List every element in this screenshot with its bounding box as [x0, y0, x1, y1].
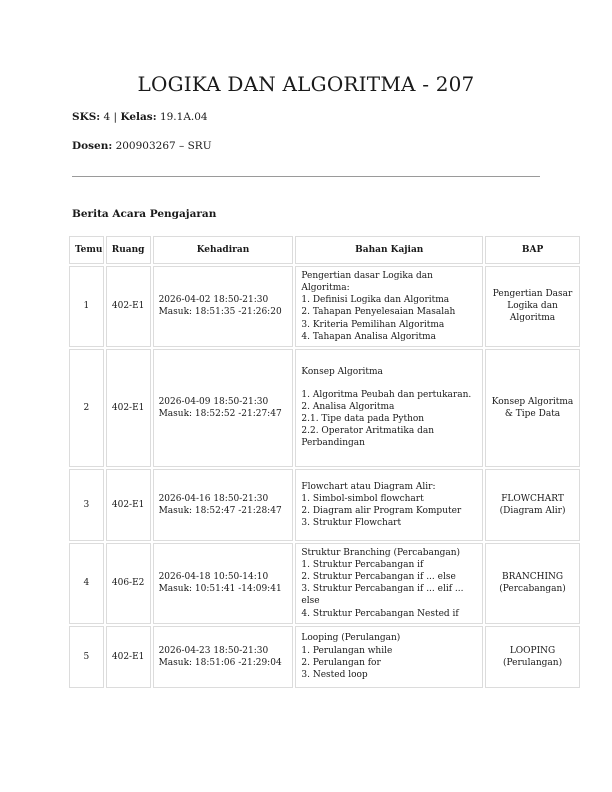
kajian-line: 2. Tahapan Penyelesaian Masalah [301, 307, 456, 318]
bahan-kajian-cell [295, 543, 483, 624]
kelas-label: Kelas: [120, 111, 157, 123]
kajian-line: 2. Perulangan for [301, 657, 381, 668]
kajian-line: 4. Struktur Percabangan Nested if [301, 608, 459, 619]
kajian-line: 1. Perulangan while [301, 645, 393, 656]
kajian-line: 3. Nested loop [301, 669, 368, 680]
bap-cell: LOOPING (Perulangan) [485, 626, 580, 688]
section-title: Berita Acara Pengajaran [72, 208, 217, 220]
bahan-kajian-cell [295, 266, 483, 347]
kehadiran-cell [153, 266, 294, 347]
temu-cell: 5 [69, 626, 104, 688]
horizontal-divider [72, 176, 540, 177]
bahan-kajian-cell [295, 469, 483, 541]
header-bap: BAP [485, 236, 580, 264]
sks-label: SKS: [72, 111, 101, 123]
table-row [69, 469, 580, 541]
kajian-line: 1. Algoritma Peubah dan pertukaran. [301, 389, 472, 400]
header-ruang: Ruang [106, 236, 151, 264]
attendance-text: Masuk: 18:52:47 -21:28:47 [158, 505, 282, 516]
kajian-line: 1. Definisi Logika dan Algoritma [301, 295, 450, 306]
lecturer-meta [72, 140, 212, 152]
kajian-line: 2.2. Operator Aritmatika dan Perbandingan [301, 425, 435, 449]
bap-cell: FLOWCHART (Diagram Alir) [485, 469, 580, 541]
temu-cell: 1 [69, 266, 104, 347]
schedule-text: 2026-04-02 18:50-21:30 [158, 295, 269, 306]
temu-cell: 3 [69, 469, 104, 541]
kajian-line: Flowchart atau Diagram Alir: [301, 481, 436, 492]
schedule-text: 2026-04-16 18:50-21:30 [158, 493, 269, 504]
table-header-row [69, 236, 580, 264]
dosen-value: 200903267 – SRU [115, 140, 212, 152]
kehadiran-cell [153, 626, 294, 688]
table-row [69, 626, 580, 688]
ruang-cell: 402-E1 [106, 266, 151, 347]
page-title: LOGIKA DAN ALGORITMA - 207 [137, 72, 475, 96]
temu-cell: 4 [69, 543, 104, 624]
bahan-kajian-cell [295, 626, 483, 688]
kajian-line: 2. Struktur Percabangan if ... else [301, 572, 456, 583]
kehadiran-cell [153, 469, 294, 541]
schedule-text: 2026-04-18 10:50-14:10 [158, 572, 269, 583]
kajian-line: 2. Diagram alir Program Komputer [301, 505, 462, 516]
table-row [69, 266, 580, 347]
table-row [69, 349, 580, 467]
header-kehadiran: Kehadiran [153, 236, 294, 264]
temu-cell: 2 [69, 349, 104, 467]
kajian-heading: Konsep Algoritma [301, 367, 383, 378]
kajian-line: 3. Struktur Percabangan if ... elif ... else [301, 584, 464, 607]
kehadiran-cell [153, 543, 294, 624]
ruang-cell: 402-E1 [106, 349, 151, 467]
teaching-report-table [67, 234, 582, 690]
attendance-text: Masuk: 10:51:41 -14:09:41 [158, 584, 282, 595]
sks-value: 4 [103, 111, 111, 123]
kajian-line: Looping (Perulangan) [301, 633, 401, 644]
schedule-text: 2026-04-09 18:50-21:30 [158, 396, 269, 407]
kajian-line: 2.1. Tipe data pada Python [301, 413, 425, 424]
header-bahan-kajian: Bahan Kajian [295, 236, 483, 264]
schedule-text: 2026-04-23 18:50-21:30 [158, 645, 269, 656]
attendance-text: Masuk: 18:52:52 -21:27:47 [158, 408, 282, 419]
bap-cell: Pengertian Dasar Logika dan Algoritma [485, 266, 580, 347]
course-meta [72, 111, 208, 123]
ruang-cell: 406-E2 [106, 543, 151, 624]
attendance-text: Masuk: 18:51:35 -21:26:20 [158, 307, 282, 318]
kajian-line: 1. Struktur Percabangan if [301, 559, 424, 570]
kajian-line: 3. Struktur Flowchart [301, 517, 402, 528]
header-temu: Temu [69, 236, 104, 264]
meta-separator: | [113, 111, 118, 123]
kelas-value: 19.1A.04 [159, 111, 208, 123]
ruang-cell: 402-E1 [106, 469, 151, 541]
kajian-line: 4. Tahapan Analisa Algoritma [301, 331, 436, 342]
kajian-line: 1. Simbol-simbol flowchart [301, 493, 424, 504]
kajian-line: Pengertian dasar Logika dan Algoritma: [301, 271, 433, 294]
bap-cell: BRANCHING (Percabangan) [485, 543, 580, 624]
bahan-kajian-cell [295, 349, 483, 467]
ruang-cell: 402-E1 [106, 626, 151, 688]
table-row [69, 543, 580, 624]
kehadiran-cell [153, 349, 294, 467]
kajian-line: 3. Kriteria Pemilihan Algoritma [301, 319, 445, 330]
bap-cell: Konsep Algoritma & Tipe Data [485, 349, 580, 467]
kajian-line: 2. Analisa Algoritma [301, 401, 395, 412]
kajian-line: Struktur Branching (Percabangan) [301, 547, 461, 558]
attendance-text: Masuk: 18:51:06 -21:29:04 [158, 657, 282, 668]
dosen-label: Dosen: [72, 140, 113, 152]
